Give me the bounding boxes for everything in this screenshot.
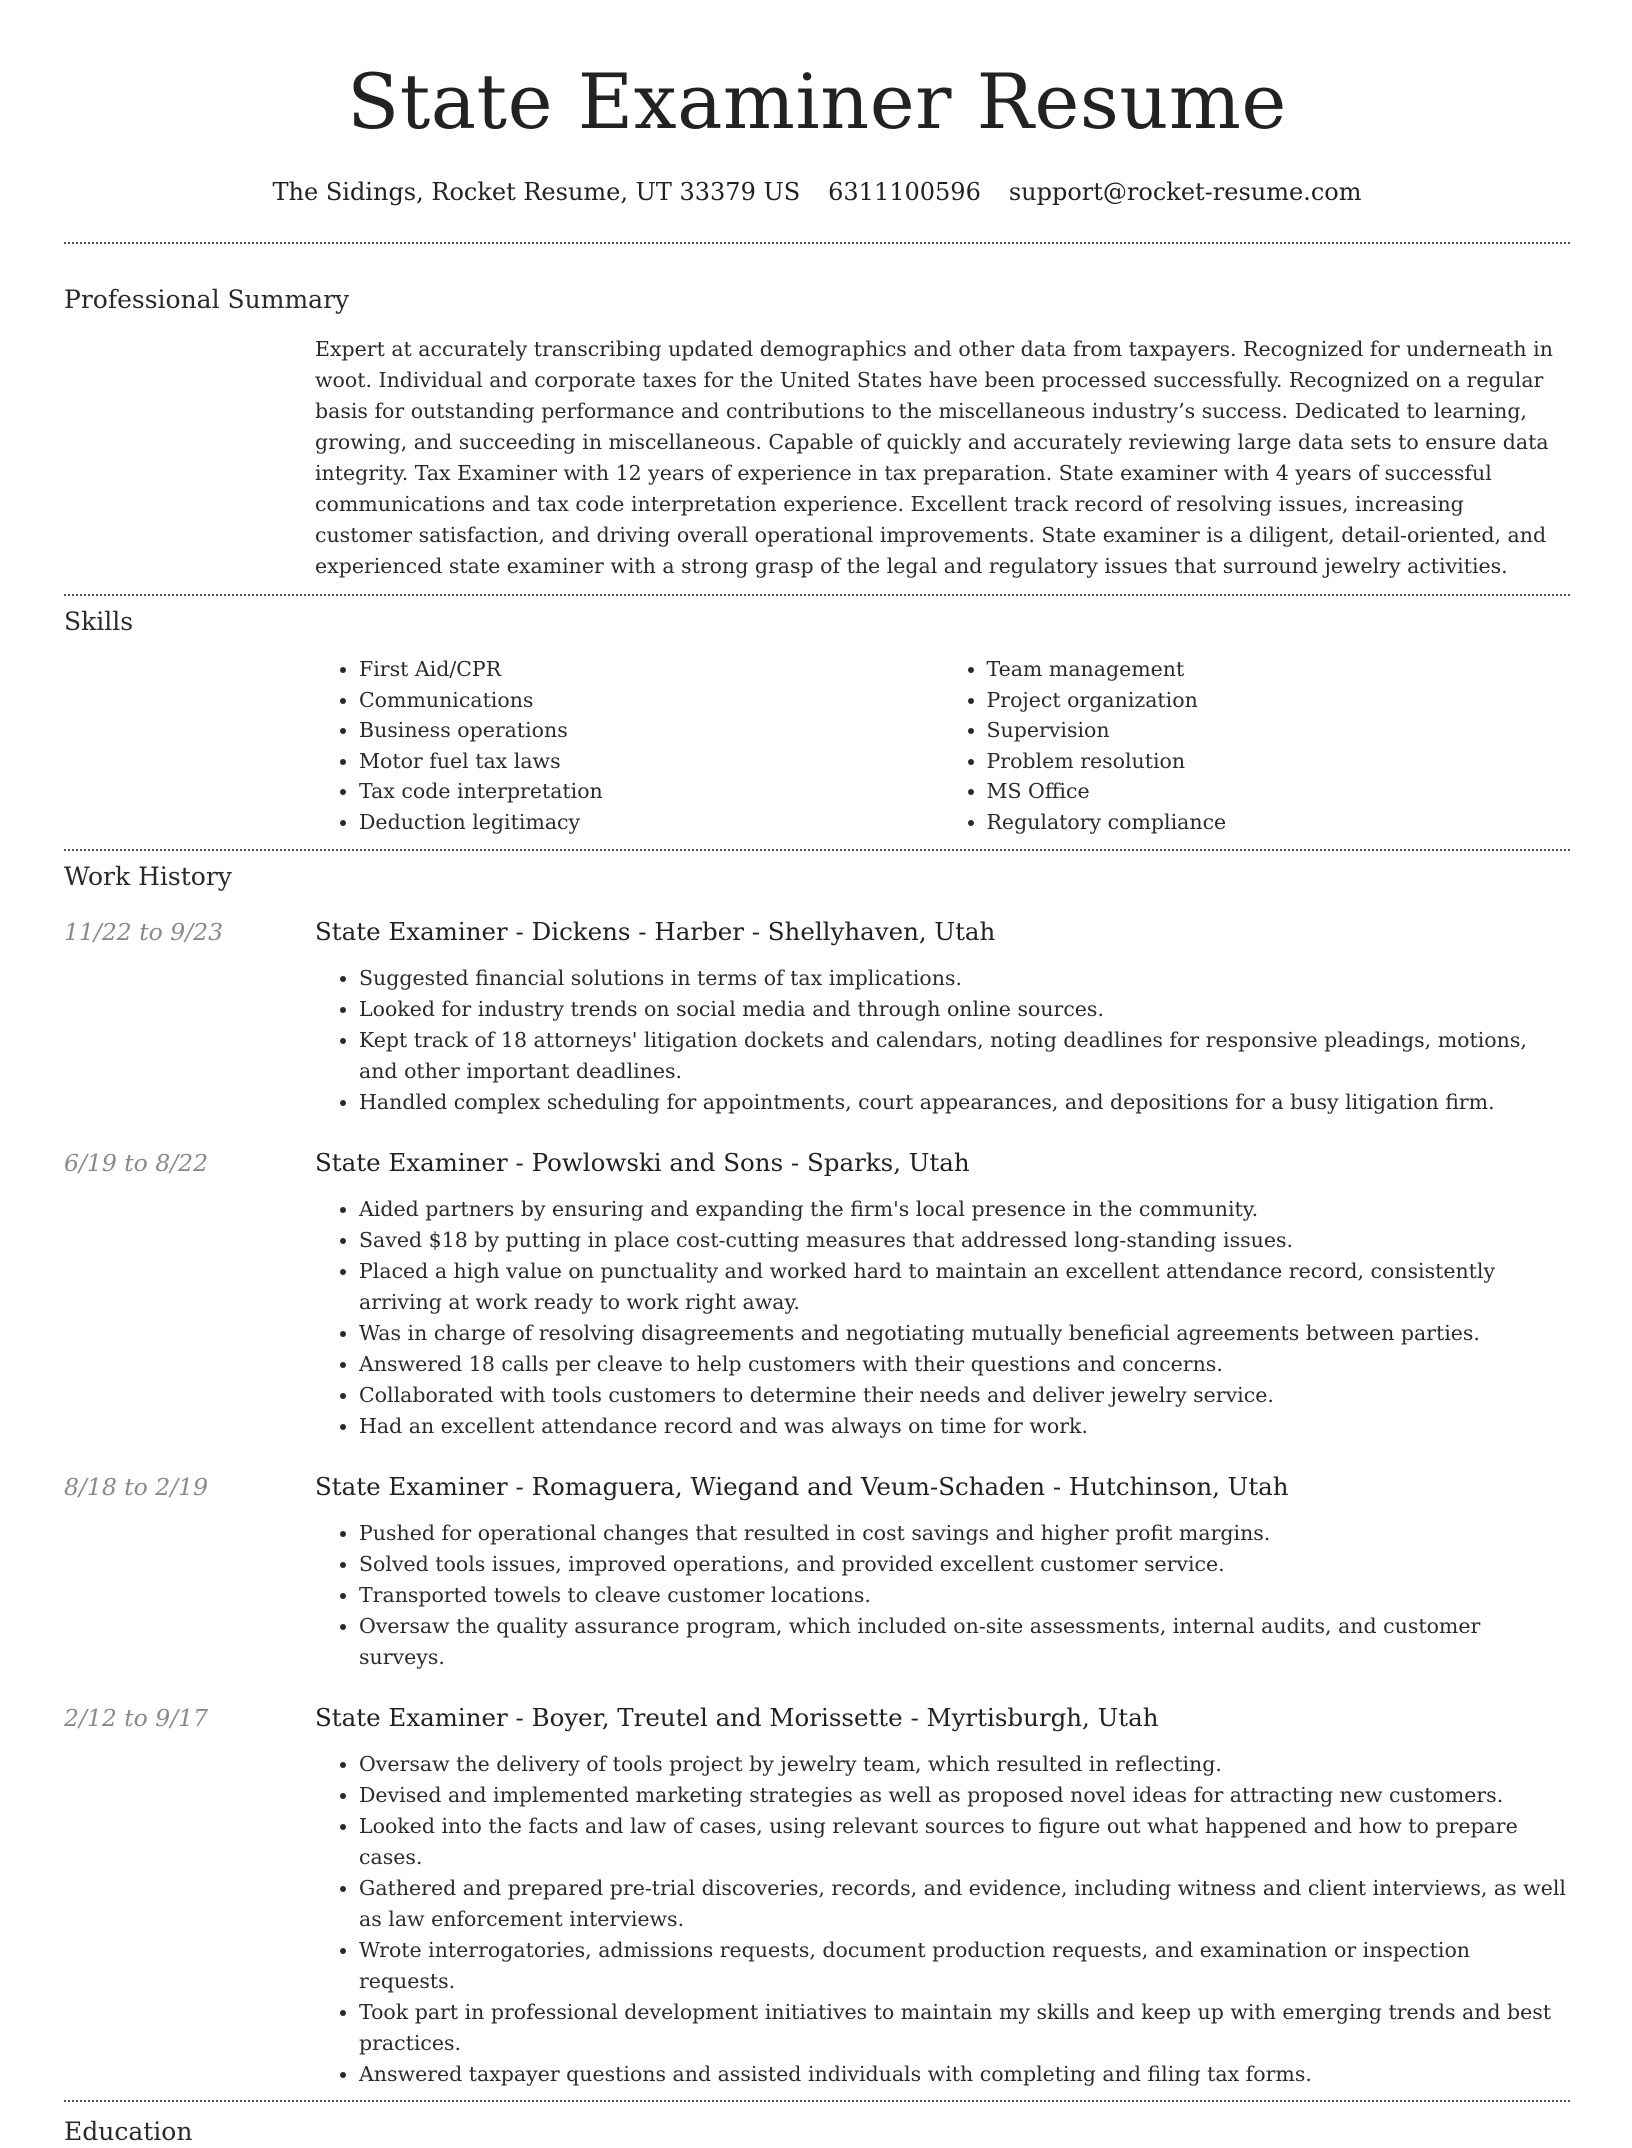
job-title: State Examiner - Dickens - Harber - Shellyhaven, Utah: [315, 917, 996, 946]
job-dates: 2/12 to 9/17: [64, 1704, 209, 1732]
job-bullet: • Looked for industry trends on social media and through online sources.: [359, 994, 1570, 1025]
job-bullets: [315, 963, 1570, 1118]
job-entry: [64, 1470, 1570, 1673]
skill-item: • Communications: [359, 685, 943, 716]
skills-column-left: [315, 654, 943, 837]
resume-title: State Examiner Resume: [347, 57, 1287, 146]
contact-address: The Sidings, Rocket Resume, UT 33379 US: [272, 178, 801, 206]
job-details: [315, 1470, 1570, 1673]
skill-item: • First Aid/CPR: [359, 654, 943, 685]
job-bullet: • Gathered and prepared pre-trial discoveries, records, and evidence, including witness and client interviews, as well as law enforcement interviews.: [359, 1873, 1570, 1935]
work-history-divider: [64, 2100, 1570, 2102]
skill-item: • Problem resolution: [987, 746, 1571, 777]
job-title: State Examiner - Powlowski and Sons - Sparks, Utah: [315, 1148, 970, 1177]
contact-email: support@rocket-resume.com: [1008, 178, 1362, 206]
job-bullet: • Oversaw the delivery of tools project by jewelry team, which resulted in reflecting.: [359, 1749, 1570, 1780]
job-bullet: • Pushed for operational changes that resulted in cost savings and higher profit margins.: [359, 1518, 1570, 1549]
job-bullets: [315, 1749, 1570, 2090]
job-dates: 11/22 to 9/23: [64, 918, 224, 946]
job-title: State Examiner - Romaguera, Wiegand and Veum-Schaden - Hutchinson, Utah: [315, 1472, 1289, 1501]
skill-item: • Business operations: [359, 715, 943, 746]
job-bullet: • Wrote interrogatories, admissions requests, document production requests, and examination or inspection requests.: [359, 1935, 1570, 1997]
header-divider: [64, 242, 1570, 244]
work-history-heading: Work History: [64, 862, 232, 891]
job-bullet: • Suggested financial solutions in terms of tax implications.: [359, 963, 1570, 994]
job-bullet: • Took part in professional development initiatives to maintain my skills and keep up with emerging trends and best practices.: [359, 1997, 1570, 2059]
summary-divider: [64, 594, 1570, 596]
skill-item: • Supervision: [987, 715, 1571, 746]
contact-line: [64, 176, 1570, 208]
job-bullet: • Transported towels to cleave customer locations.: [359, 1580, 1570, 1611]
job-bullet: • Kept track of 18 attorneys' litigation dockets and calendars, noting deadlines for responsive pleadings, motions, and other important deadlines.: [359, 1025, 1570, 1087]
job-entry: [64, 915, 1570, 1118]
skill-item: • Team management: [987, 654, 1571, 685]
job-bullet: • Collaborated with tools customers to determine their needs and deliver jewelry service.: [359, 1380, 1570, 1411]
job-bullet: • Answered 18 calls per cleave to help customers with their questions and concerns.: [359, 1349, 1570, 1380]
job-bullet: • Answered taxpayer questions and assisted individuals with completing and filing tax forms.: [359, 2059, 1570, 2090]
job-bullet: • Aided partners by ensuring and expanding the firm's local presence in the community.: [359, 1194, 1570, 1225]
skill-item: • Deduction legitimacy: [359, 807, 943, 838]
skill-item: • MS Office: [987, 776, 1571, 807]
contact-phone: 6311100596: [828, 178, 981, 206]
skills-heading: Skills: [64, 607, 134, 636]
skill-item: • Motor fuel tax laws: [359, 746, 943, 777]
job-bullet: • Looked into the facts and law of cases, using relevant sources to figure out what happened and how to prepare cases.: [359, 1811, 1570, 1873]
job-bullets: [315, 1518, 1570, 1673]
summary-heading: Professional Summary: [64, 285, 350, 314]
job-title: State Examiner - Boyer, Treutel and Morissette - Myrtisburgh, Utah: [315, 1703, 1159, 1732]
skill-item: • Regulatory compliance: [987, 807, 1571, 838]
skill-item: • Tax code interpretation: [359, 776, 943, 807]
job-bullet: • Was in charge of resolving disagreements and negotiating mutually beneficial agreements between parties.: [359, 1318, 1570, 1349]
job-details: [315, 1146, 1570, 1442]
job-bullet: • Handled complex scheduling for appointments, court appearances, and depositions for a busy litigation firm.: [359, 1087, 1570, 1118]
job-details: [315, 1701, 1570, 2090]
job-dates: 6/19 to 8/22: [64, 1149, 209, 1177]
job-dates: 8/18 to 2/19: [64, 1473, 209, 1501]
job-bullet: • Placed a high value on punctuality and worked hard to maintain an excellent attendance record, consistently arriving at work ready to work right away.: [359, 1256, 1570, 1318]
skills-list: [315, 654, 1570, 837]
job-bullet: • Devised and implemented marketing strategies as well as proposed novel ideas for attracting new customers.: [359, 1780, 1570, 1811]
skill-item: • Project organization: [987, 685, 1571, 716]
job-bullet: • Saved $18 by putting in place cost-cutting measures that addressed long-standing issues.: [359, 1225, 1570, 1256]
job-entry: [64, 1701, 1570, 2090]
skills-column-right: [943, 654, 1571, 837]
job-entry: [64, 1146, 1570, 1442]
summary-text: Expert at accurately transcribing updated demographics and other data from taxpayers. Recognized for underneath in woot. Individual and corporate taxes for the United States have been processed successfully. Recognized on a regular basis for outstanding performance and contributions to the miscellaneous industry’s success. Dedicated to learning, growing, and succeeding in miscellaneous. Capable of quickly and accurately reviewing large data sets to ensure data integrity. Tax Examiner with 12 years of experience in tax preparation. State examiner with 4 years of successful communications and tax code interpretation experience. Excellent track record of resolving issues, increasing customer satisfaction, and driving overall operational improvements. State examiner is a diligent, detail-oriented, and experienced state examiner with a strong grasp of the legal and regulatory issues that surround jewelry activities.: [315, 337, 1553, 578]
job-bullet: • Oversaw the quality assurance program, which included on-site assessments, internal audits, and customer surveys.: [359, 1611, 1570, 1673]
job-bullet: • Had an excellent attendance record and was always on time for work.: [359, 1411, 1570, 1442]
resume-page: [64, 0, 1570, 2148]
skills-divider: [64, 849, 1570, 851]
job-bullets: [315, 1194, 1570, 1442]
job-details: [315, 915, 1570, 1118]
education-heading: Education: [64, 2117, 193, 2146]
job-bullet: • Solved tools issues, improved operations, and provided excellent customer service.: [359, 1549, 1570, 1580]
